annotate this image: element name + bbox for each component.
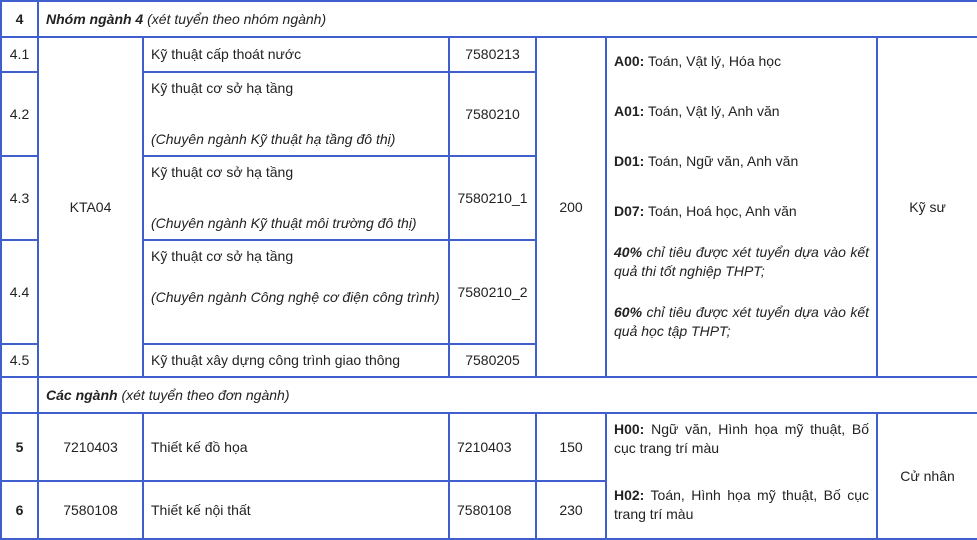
group4-index: 4 xyxy=(1,1,38,37)
group4-title-cell xyxy=(38,1,977,37)
major-id: 7580108 xyxy=(38,481,143,539)
row-number: 6 xyxy=(1,481,38,539)
quota: 200 xyxy=(536,37,606,377)
criteria-item: D07: Toán, Hoá học, Anh văn xyxy=(614,203,797,219)
row-number: 4.2 xyxy=(1,72,38,156)
major-name: Kỹ thuật cấp thoát nước xyxy=(143,37,449,72)
criteria-item: A01: Toán, Vật lý, Anh văn xyxy=(614,103,780,119)
degree: Cử nhân xyxy=(877,413,977,539)
quota-note-2: 60% chỉ tiêu được xét tuyển dựa vào kết quả học tập THPT; xyxy=(614,304,869,339)
major-code: 7580210 xyxy=(449,72,536,156)
criteria-cell xyxy=(606,413,877,539)
major-code: 7580108 xyxy=(449,481,536,539)
major-specialization: (Chuyên ngành Công nghệ cơ điện công trình) xyxy=(151,289,440,305)
single-note: (xét tuyển theo đơn ngành) xyxy=(121,386,290,403)
major-code: 7210403 xyxy=(449,413,536,481)
table-row xyxy=(1,413,977,481)
row-number: 4.1 xyxy=(1,37,38,72)
degree: Kỹ sư xyxy=(877,37,977,377)
row-number: 5 xyxy=(1,413,38,481)
group4-header-row xyxy=(1,1,977,37)
group4-note: (xét tuyển theo nhóm ngành) xyxy=(147,10,327,27)
major-id: 7210403 xyxy=(38,413,143,481)
row-number: 4.4 xyxy=(1,240,38,344)
major-code: 7580210_1 xyxy=(449,156,536,240)
major-code: 7580213 xyxy=(449,37,536,72)
quota-note-1: 40% chỉ tiêu được xét tuyển dựa vào kết quả thi tốt nghiệp THPT; xyxy=(614,244,869,279)
major-specialization: (Chuyên ngành Kỹ thuật hạ tầng đô thị) xyxy=(151,131,396,147)
quota: 230 xyxy=(536,481,606,539)
table-row xyxy=(1,37,977,72)
single-title-cell xyxy=(38,377,977,413)
major-specialization: (Chuyên ngành Kỹ thuật môi trường đô thị) xyxy=(151,215,417,231)
major-name: Kỹ thuật xây dựng công trình giao thông xyxy=(143,344,449,377)
criteria-item: H02: Toán, Hình họa mỹ thuật, Bố cục trang trí màu xyxy=(614,487,869,522)
major-name: Kỹ thuật cơ sở hạ tầng xyxy=(151,80,294,96)
major-name: Kỹ thuật cơ sở hạ tầng xyxy=(151,248,294,264)
group4-title: Nhóm ngành 4 xyxy=(46,10,144,27)
major-name: Thiết kế đồ họa xyxy=(143,413,449,481)
major-name: Kỹ thuật cơ sở hạ tầng xyxy=(151,164,294,180)
major-name-cell xyxy=(143,240,449,344)
major-code: 7580210_2 xyxy=(449,240,536,344)
major-code: 7580205 xyxy=(449,344,536,377)
single-header-row xyxy=(1,377,977,413)
criteria-item: D01: Toán, Ngữ văn, Anh văn xyxy=(614,153,799,169)
major-name-cell xyxy=(143,72,449,156)
major-name: Thiết kế nội thất xyxy=(143,481,449,539)
quota: 150 xyxy=(536,413,606,481)
single-title: Các ngành xyxy=(46,386,118,403)
row-number: 4.3 xyxy=(1,156,38,240)
row-number: 4.5 xyxy=(1,344,38,377)
criteria-item: H00: Ngữ văn, Hình họa mỹ thuật, Bố cục trang trí màu xyxy=(614,421,869,456)
criteria-item: A00: Toán, Vật lý, Hóa học xyxy=(614,53,782,69)
major-name-cell xyxy=(143,156,449,240)
group-code: KTA04 xyxy=(38,37,143,377)
criteria-cell xyxy=(606,37,877,377)
